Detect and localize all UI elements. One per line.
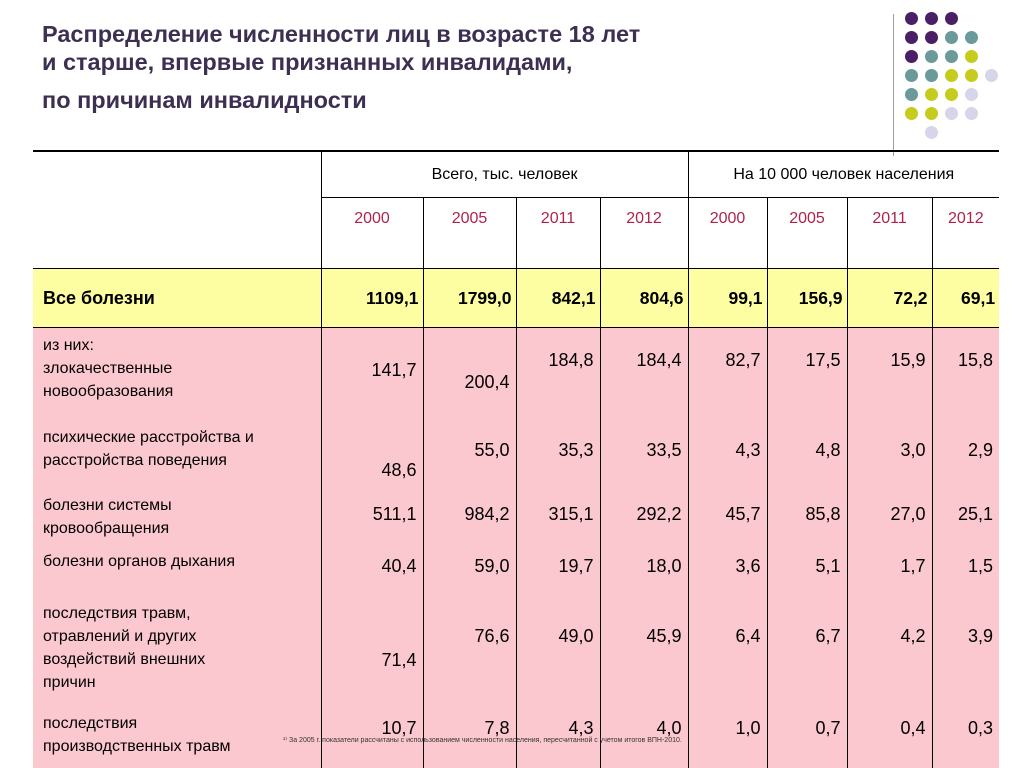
row-value: 48,6 xyxy=(321,422,423,490)
row-value: 40,4 xyxy=(321,548,423,598)
decor-dot xyxy=(945,12,958,25)
decor-dot xyxy=(965,88,978,101)
table-row xyxy=(33,422,999,490)
row-value: 82,7 xyxy=(688,328,767,423)
total-label: Все болезни xyxy=(33,269,321,328)
row-label-line: психические расстройства и xyxy=(43,429,254,446)
decor-dot xyxy=(925,12,938,25)
row-value: 1,0 xyxy=(688,710,767,768)
decor-dot xyxy=(945,107,958,120)
total-value: 72,2 xyxy=(847,269,932,328)
row-value: 4,8 xyxy=(767,422,847,490)
row-label-line: злокачественные xyxy=(43,360,173,377)
row-value: 17,5 xyxy=(767,328,847,423)
total-value: 99,1 xyxy=(688,269,767,328)
row-label-line: последствия травм, xyxy=(43,605,191,622)
row-value: 6,7 xyxy=(767,598,847,710)
decor-dot xyxy=(905,50,918,63)
row-value: 35,3 xyxy=(516,422,600,490)
row-value: 10,7 xyxy=(321,710,423,768)
year-header: 2000 xyxy=(321,198,423,269)
row-value: 45,7 xyxy=(688,490,767,548)
row-value: 0,4 xyxy=(847,710,932,768)
decor-dot xyxy=(905,107,918,120)
table-row xyxy=(33,328,999,423)
row-value: 4,2 xyxy=(847,598,932,710)
year-header: 2011 xyxy=(516,198,600,269)
row-value: 4,0 xyxy=(600,710,688,768)
decor-dot xyxy=(965,31,978,44)
year-header: 2000 xyxy=(688,198,767,269)
decor-dot xyxy=(925,107,938,120)
decor-dot xyxy=(925,31,938,44)
row-value: 25,1 xyxy=(932,490,999,548)
disability-table xyxy=(33,150,999,768)
decor-dot xyxy=(965,50,978,63)
decor-dot xyxy=(985,69,998,82)
row-value: 45,9 xyxy=(600,598,688,710)
row-label-line: болезни органов дыхания xyxy=(43,553,235,570)
header-blank xyxy=(33,151,321,198)
total-value: 1799,0 xyxy=(423,269,516,328)
row-value: 76,6 xyxy=(423,598,516,710)
header-row-groups xyxy=(33,151,999,198)
row-value: 7,8 xyxy=(423,710,516,768)
year-header: 2005 xyxy=(767,198,847,269)
row-value: 200,4 xyxy=(423,328,516,423)
row-label-line: воздействий внешних xyxy=(43,651,206,668)
row-value: 2,9 xyxy=(932,422,999,490)
row-value: 1,5 xyxy=(932,548,999,598)
row-label-line: причин xyxy=(43,674,96,691)
row-value: 4,3 xyxy=(516,710,600,768)
group-header-total: Всего, тыс. человек xyxy=(321,151,688,198)
row-value: 59,0 xyxy=(423,548,516,598)
decor-dot xyxy=(905,88,918,101)
total-value: 69,1 xyxy=(932,269,999,328)
row-value: 315,1 xyxy=(516,490,600,548)
row-label-line: производственных травм xyxy=(43,738,231,755)
decor-dot xyxy=(905,31,918,44)
decor-dot xyxy=(925,69,938,82)
row-label-line: болезни системы xyxy=(43,497,172,514)
row-value: 55,0 xyxy=(423,422,516,490)
row-value: 3,0 xyxy=(847,422,932,490)
row-label-line: отравлений и других xyxy=(43,628,197,645)
total-value: 156,9 xyxy=(767,269,847,328)
row-value: 184,4 xyxy=(600,328,688,423)
decor-dot xyxy=(905,12,918,25)
year-header: 2012 xyxy=(600,198,688,269)
row-value: 984,2 xyxy=(423,490,516,548)
decor-dot xyxy=(945,88,958,101)
row-value: 19,7 xyxy=(516,548,600,598)
row-value: 27,0 xyxy=(847,490,932,548)
row-value: 15,9 xyxy=(847,328,932,423)
row-label-line: кровообращения xyxy=(43,520,170,537)
table-row xyxy=(33,598,999,710)
group-header-per10000: На 10 000 человек населения xyxy=(688,151,999,198)
title-line-2: и старше, впервые признанных инвалидами, xyxy=(42,49,573,75)
total-value: 842,1 xyxy=(516,269,600,328)
row-value: 33,5 xyxy=(600,422,688,490)
row-value: 4,3 xyxy=(688,422,767,490)
row-value: 18,0 xyxy=(600,548,688,598)
row-label-line: расстройства поведения xyxy=(43,452,227,469)
row-value: 141,7 xyxy=(321,328,423,423)
decor-vertical-line xyxy=(893,14,894,156)
year-header: 2012 xyxy=(932,198,999,269)
year-header: 2011 xyxy=(847,198,932,269)
decor-dot xyxy=(945,69,958,82)
decor-dot xyxy=(925,50,938,63)
row-value: 511,1 xyxy=(321,490,423,548)
header-blank-lower xyxy=(33,198,321,269)
row-value: 6,4 xyxy=(688,598,767,710)
row-label-line: из них: xyxy=(43,337,94,354)
row-label xyxy=(33,328,321,423)
row-value: 3,9 xyxy=(932,598,999,710)
row-label-line: последствия xyxy=(43,715,138,732)
row-value: 0,7 xyxy=(767,710,847,768)
row-value: 0,3 xyxy=(932,710,999,768)
decor-dot xyxy=(945,31,958,44)
slide-title xyxy=(42,20,822,114)
table-row xyxy=(33,548,999,598)
row-label xyxy=(33,490,321,548)
total-row xyxy=(33,269,999,328)
header-row-years xyxy=(33,198,999,269)
year-header: 2005 xyxy=(423,198,516,269)
row-value: 5,1 xyxy=(767,548,847,598)
row-value: 71,4 xyxy=(321,598,423,710)
decor-dot xyxy=(945,50,958,63)
title-line-3: по причинам инвалидности xyxy=(42,87,367,113)
row-label xyxy=(33,548,321,598)
decor-dot xyxy=(965,69,978,82)
total-value: 1109,1 xyxy=(321,269,423,328)
row-label-line: новообразования xyxy=(43,383,174,400)
table-row xyxy=(33,490,999,548)
row-label xyxy=(33,422,321,490)
decor-dot xyxy=(905,69,918,82)
row-label xyxy=(33,598,321,710)
row-value: 292,2 xyxy=(600,490,688,548)
row-value: 49,0 xyxy=(516,598,600,710)
decor-dot xyxy=(925,126,938,139)
footnote: ¹⁾ За 2005 г. показатели рассчитаны с использованием численности населения, пересчитанной с учетом итогов ВПН-2010. xyxy=(283,737,682,744)
row-value: 184,8 xyxy=(516,328,600,423)
title-line-1: Распределение численности лиц в возрасте 18 лет xyxy=(42,21,641,47)
total-value: 804,6 xyxy=(600,269,688,328)
row-label xyxy=(33,710,321,768)
row-value: 85,8 xyxy=(767,490,847,548)
row-value: 3,6 xyxy=(688,548,767,598)
decor-dot xyxy=(965,107,978,120)
decor-dot xyxy=(925,88,938,101)
row-value: 1,7 xyxy=(847,548,932,598)
row-value: 15,8 xyxy=(932,328,999,423)
